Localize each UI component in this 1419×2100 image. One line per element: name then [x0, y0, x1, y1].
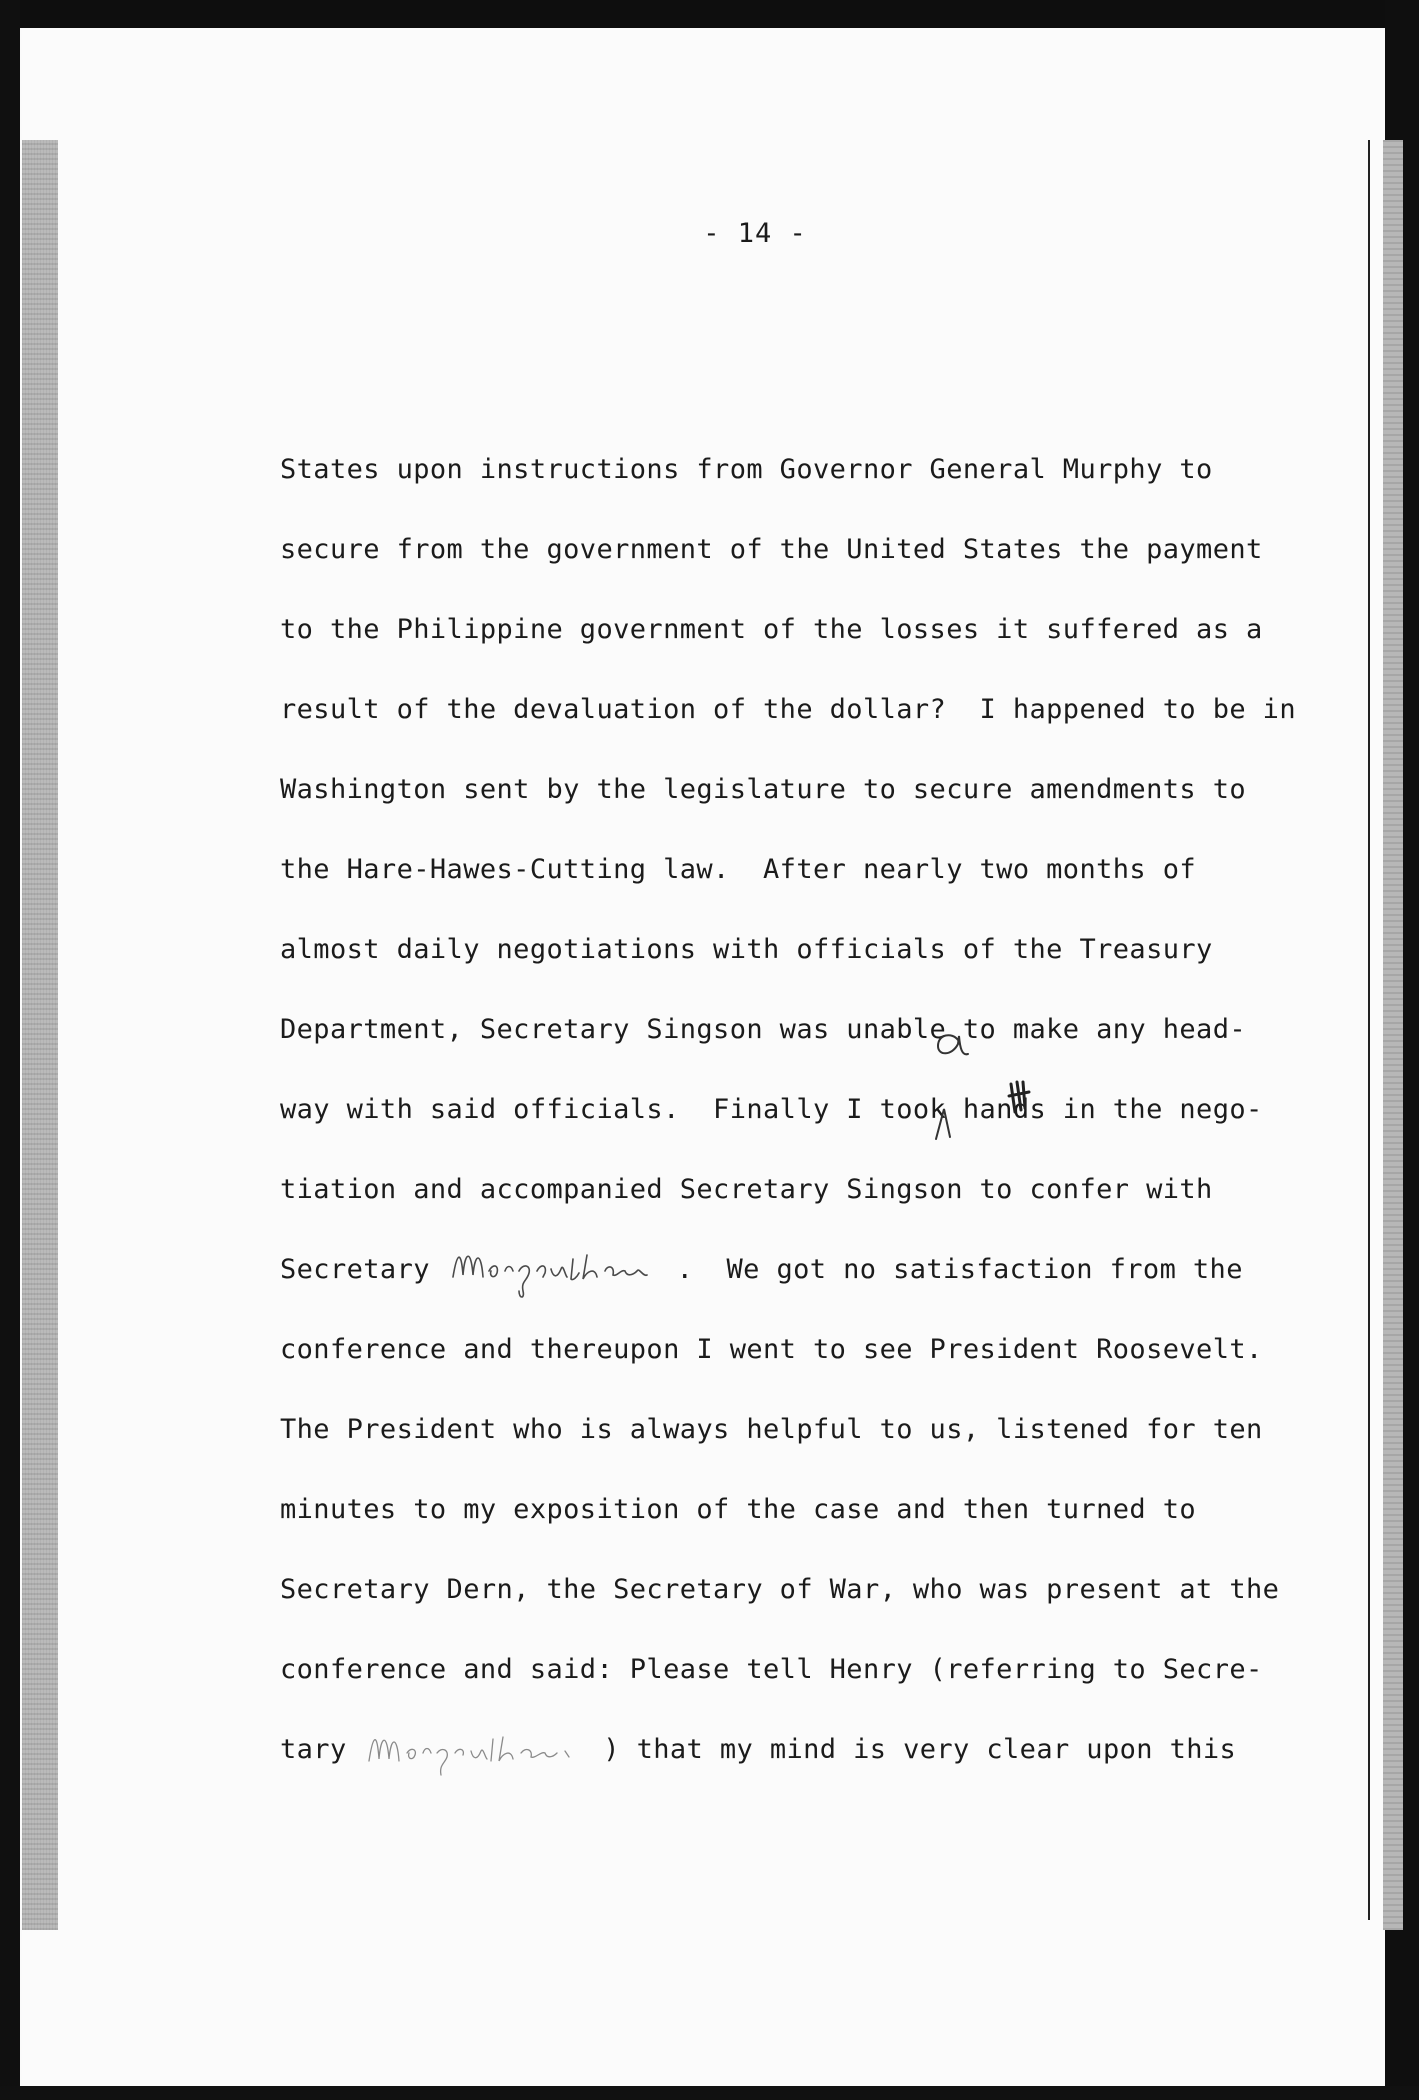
scan-border-left [0, 0, 20, 2100]
handwritten-name [447, 1241, 677, 1301]
text-line: secure from the government of the United States the payment [280, 534, 1263, 565]
text-line: conference and thereupon I went to see President Roosevelt. [280, 1334, 1263, 1365]
left-margin-shadow [22, 140, 58, 1930]
text-line: conference and said: Please tell Henry (referring to Secre- [280, 1654, 1263, 1685]
typed-body [280, 430, 1320, 1790]
text-line: minutes to my exposition of the case and then turned to [280, 1494, 1197, 1525]
page-number: - 14 - [703, 218, 807, 249]
text-line: the Hare-Hawes-Cutting law. After nearly two months of [280, 854, 1197, 885]
text-line: The President who is always helpful to us, listened for ten [280, 1414, 1263, 1445]
handwritten-name [363, 1721, 603, 1781]
text-line: way with said officials. Finally I took hands in the nego- [280, 1094, 1263, 1125]
handwritten-caret [930, 1105, 1020, 1145]
text-line-with-signature [280, 1710, 1320, 1790]
text-line: Washington sent by the legislature to secure amendments to [280, 774, 1247, 805]
text-line-with-signature [280, 1230, 1320, 1310]
handwritten-insert-a [928, 1028, 972, 1064]
text-line: Department, Secretary Singson was unable to make any head- [280, 1014, 1247, 1045]
text-line: to the Philippine government of the losses it suffered as a [280, 614, 1263, 645]
scan-border-bottom [0, 2086, 1419, 2100]
text-line: tiation and accompanied Secretary Singson to confer with [280, 1174, 1213, 1205]
scan-border-top [0, 0, 1419, 28]
text-line: States upon instructions from Governor General Murphy to [280, 454, 1213, 485]
text-fragment: tary [280, 1734, 347, 1765]
text-fragment: . We got no satisfaction from the [676, 1254, 1243, 1285]
text-fragment: ) that my mind is very clear upon this [603, 1734, 1237, 1765]
text-line: Secretary Dern, the Secretary of War, who was present at the [280, 1574, 1280, 1605]
right-margin-shadow [1383, 140, 1403, 1930]
text-line: result of the devaluation of the dollar? I happened to be in [280, 694, 1296, 725]
text-fragment: Secretary [280, 1254, 430, 1285]
right-edge-line [1368, 140, 1370, 1920]
text-line: almost daily negotiations with officials of the Treasury [280, 934, 1213, 965]
